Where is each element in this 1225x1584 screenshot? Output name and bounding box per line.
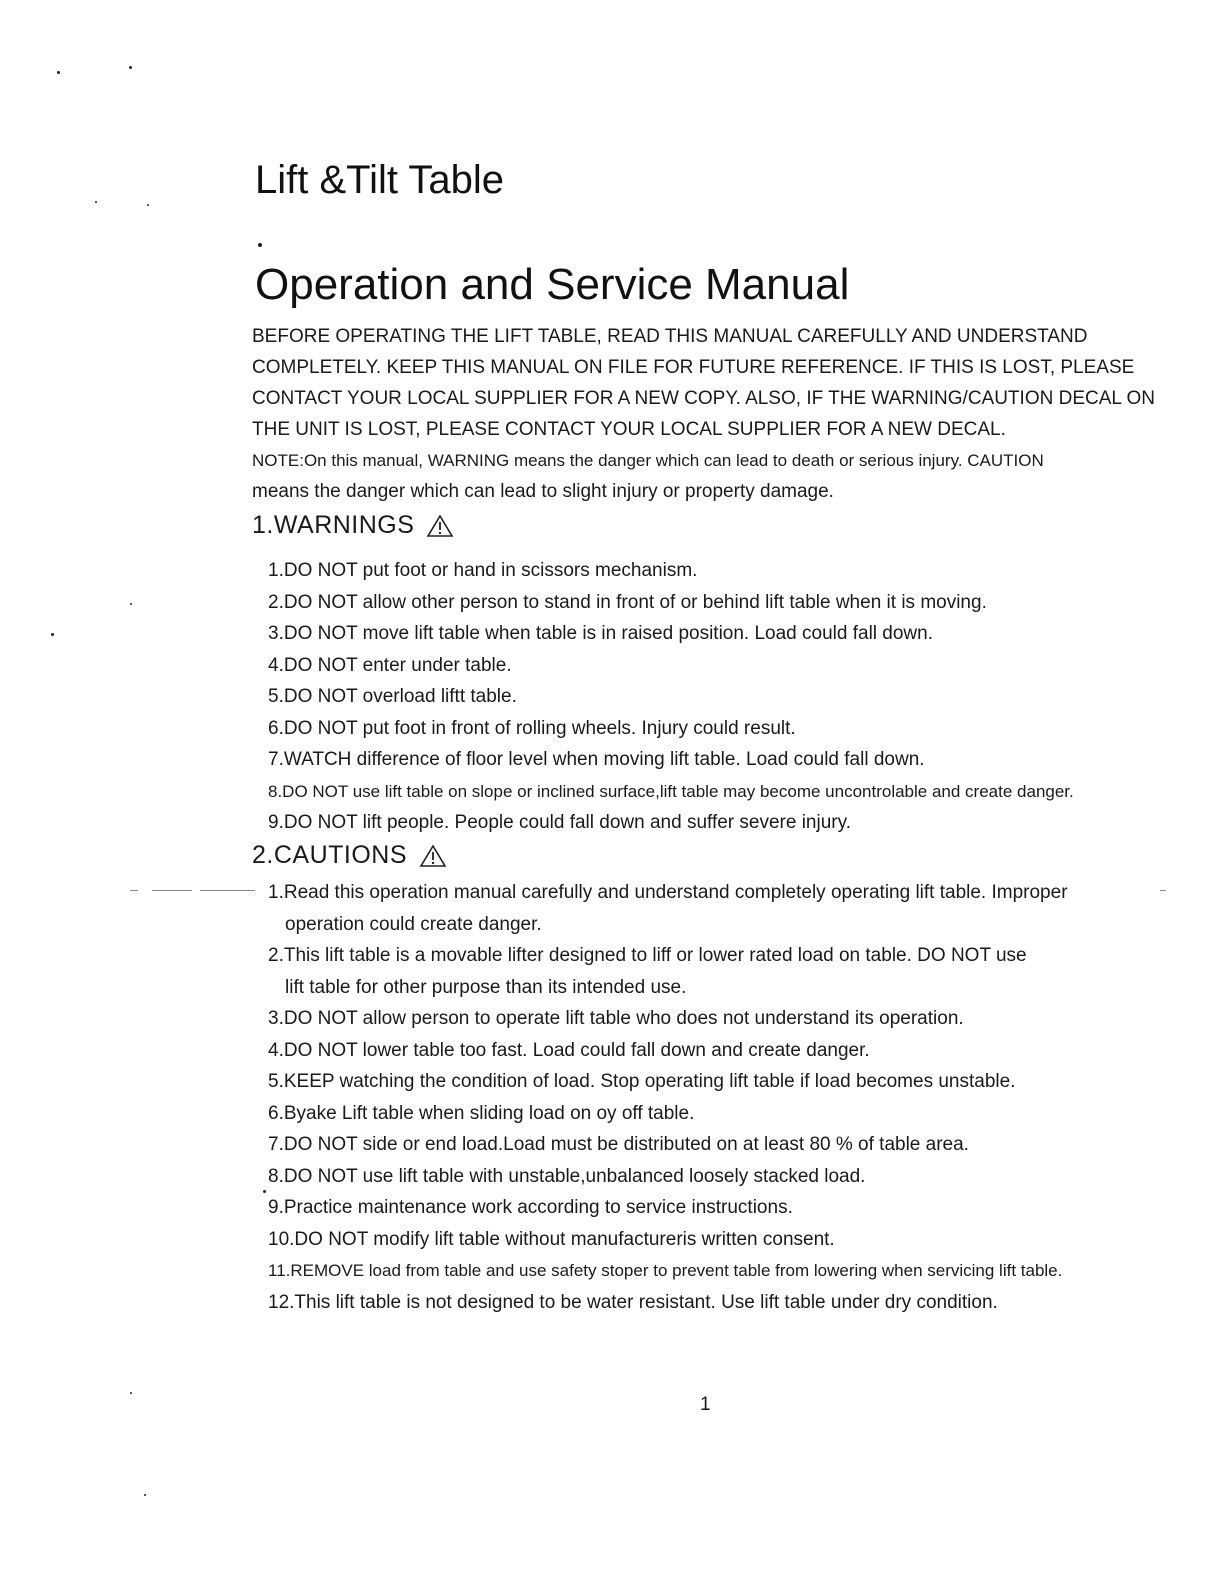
scan-speck xyxy=(57,71,60,74)
intro-line: BEFORE OPERATING THE LIFT TABLE, READ THIS MANUAL CAREFULLY AND UNDERSTAND xyxy=(252,326,1088,347)
caution-item: 12.This lift table is not designed to be water resistant. Use lift table under dry condition. xyxy=(268,1291,998,1313)
warning-item: 4.DO NOT enter under table. xyxy=(268,654,512,676)
warning-item: 2.DO NOT allow other person to stand in front of or behind lift table when it is moving. xyxy=(268,591,987,613)
warnings-list xyxy=(268,555,1168,839)
warning-item: 3.DO NOT move lift table when table is in raised position. Load could fall down. xyxy=(268,623,933,644)
caution-item: 11.REMOVE load from table and use safety stoper to prevent table from lowering when servicing lift table. xyxy=(268,1261,1063,1280)
scan-speck xyxy=(51,633,54,636)
caution-item: 3.DO NOT allow person to operate lift table who does not understand its operation. xyxy=(268,1008,964,1029)
caution-item xyxy=(268,877,1168,940)
warnings-heading-label: 1.WARNINGS xyxy=(252,511,415,539)
warning-item: 1.DO NOT put foot or hand in scissors mechanism. xyxy=(268,560,698,581)
cautions-heading-label: 2.CAUTIONS xyxy=(252,841,408,869)
warning-item: 5.DO NOT overload liftt table. xyxy=(268,686,517,707)
warning-triangle-icon xyxy=(426,514,454,538)
scan-speck xyxy=(147,204,149,206)
scan-line xyxy=(200,890,255,891)
scan-line xyxy=(130,890,138,891)
scan-speck xyxy=(144,1494,146,1496)
warning-item: 6.DO NOT put foot in front of rolling wheels. Injury could result. xyxy=(268,717,796,739)
scan-speck xyxy=(263,1190,266,1193)
document-title: Lift &Tilt Table xyxy=(255,158,505,202)
cautions-heading xyxy=(252,841,447,870)
warning-item: 7.WATCH difference of floor level when moving lift table. Load could fall down. xyxy=(268,749,925,770)
caution-item: 8.DO NOT use lift table with unstable,unbalanced loosely stacked load. xyxy=(268,1165,866,1187)
cautions-list xyxy=(268,877,1168,1318)
caution-item: 5.KEEP watching the condition of load. Stop operating lift table if load becomes unstable. xyxy=(268,1071,1016,1092)
document-subtitle: Operation and Service Manual xyxy=(255,260,850,309)
scan-speck xyxy=(130,603,132,605)
page-number: 1 xyxy=(700,1394,711,1415)
intro-line: COMPLETELY. KEEP THIS MANUAL ON FILE FOR FUTURE REFERENCE. IF THIS IS LOST, PLEASE xyxy=(252,357,1135,378)
warning-item: 9.DO NOT lift people. People could fall down and suffer severe injury. xyxy=(268,812,851,833)
scan-line xyxy=(152,890,192,891)
scan-speck xyxy=(130,1392,132,1394)
note-line: means the danger which can lead to slight injury or property damage. xyxy=(252,481,834,502)
warning-triangle-icon xyxy=(419,844,447,868)
caution-item: 9.Practice maintenance work according to service instructions. xyxy=(268,1197,793,1218)
caution-item xyxy=(268,940,1168,1003)
scan-speck xyxy=(258,243,262,247)
caution-item: 6.Byake Lift table when sliding load on oy off table. xyxy=(268,1102,695,1124)
scan-speck xyxy=(95,201,97,203)
warnings-heading xyxy=(252,511,454,540)
intro-paragraph xyxy=(252,321,1172,507)
caution-item: 4.DO NOT lower table too fast. Load could fall down and create danger. xyxy=(268,1039,870,1061)
caution-item-continuation: operation could create danger. xyxy=(285,913,542,935)
intro-line: CONTACT YOUR LOCAL SUPPLIER FOR A NEW COPY. ALSO, IF THE WARNING/CAUTION DECAL ON xyxy=(252,388,1156,409)
scan-speck xyxy=(129,66,132,69)
note-line: NOTE:On this manual, WARNING means the danger which can lead to death or serious injury. CAUTION xyxy=(252,451,1044,470)
caution-item-text: 2.This lift table is a movable lifter designed to liff or lower rated load on table. DO NOT use xyxy=(268,945,1027,966)
warning-item: 8.DO NOT use lift table on slope or inclined surface,lift table may become uncontrolable and create danger. xyxy=(268,781,1074,801)
intro-line: THE UNIT IS LOST, PLEASE CONTACT YOUR LOCAL SUPPLIER FOR A NEW DECAL. xyxy=(252,419,1006,440)
caution-item: 10.DO NOT modify lift table without manufactureris written consent. xyxy=(268,1228,835,1250)
caution-item-text: 1.Read this operation manual carefully and understand completely operating lift table. Improper xyxy=(268,882,1068,903)
caution-item-continuation: lift table for other purpose than its intended use. xyxy=(285,976,687,998)
caution-item: 7.DO NOT side or end load.Load must be distributed on at least 80 % of table area. xyxy=(268,1134,969,1155)
